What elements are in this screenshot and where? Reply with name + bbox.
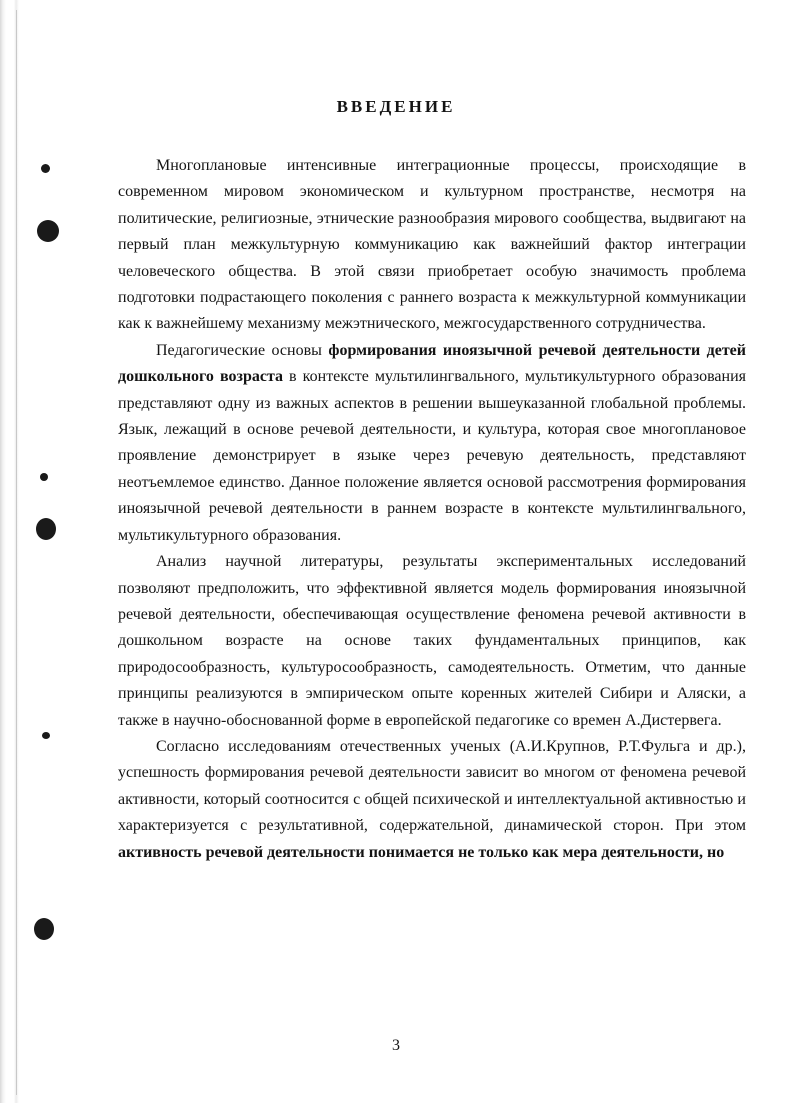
scan-edge-line xyxy=(16,10,17,1095)
page-number: 3 xyxy=(392,1037,400,1054)
document-body xyxy=(118,153,746,866)
binding-hole-mark xyxy=(42,732,50,739)
paragraph xyxy=(118,338,746,549)
binding-hole-mark xyxy=(40,473,48,481)
text-run: Педагогические основы xyxy=(156,341,329,359)
binding-hole xyxy=(37,220,59,242)
binding-hole-mark xyxy=(41,164,50,173)
paragraph xyxy=(118,734,746,866)
binding-hole xyxy=(34,918,54,940)
binding-hole xyxy=(36,518,56,540)
text-run: Многоплановые интенсивные интеграционные процессы, происходящие в современном мировом экономическом и культурном пространстве, несмотря на политические, религиозные, этнические разнообразия мирового сообщества, выдвигают на первый план межкультурную коммуникацию как важнейший фактор интеграции человеческого общества. В этой связи приобретает особую значимость проблема подготовки подрастающего поколения с раннего возраста к межкультурной коммуникации как к важнейшему механизму межэтнического, межгосударственного сотрудничества. xyxy=(118,157,746,333)
bold-text-run: активность речевой деятельности понимается не только как мера деятельности, но xyxy=(118,843,725,861)
text-run: Анализ научной литературы, результаты экспериментальных исследований позволяют предположить, что эффективной является модель формирования иноязычной речевой деятельности, обеспечивающая осуществление феномена речевой активности в дошкольном возрасте на основе таких фундаментальных принципов, как природосообразность, культуросообразность, самодеятельность. Отметим, что данные принципы реализуются в эмпирическом опыте коренных жителей Сибири и Аляски, а также в научно-обоснованной форме в европейской педагогике со времен А.Дистервега. xyxy=(118,553,746,729)
scan-edge-artifact xyxy=(0,0,34,1103)
bold-text-run: формирования иноязычной речевой деятельности детей дошкольного возраста xyxy=(118,341,746,386)
paragraph xyxy=(118,549,746,734)
page-title: ВВЕДЕНИЕ xyxy=(336,97,456,116)
text-run: Согласно исследованиям отечественных ученых (А.И.Крупнов, Р.Т.Фульга и др.), успешность формирования речевой деятельности зависит во многом от феномена речевой активности, который соотносится с общей психической и интеллектуальной активностью и характеризуется с результативной, содержательной, динамической сторон. При этом xyxy=(118,737,746,835)
text-run: в контексте мультилингвального, мультикультурного образования представляют одну из важных аспектов в решении вышеуказанной глобальной проблемы. Язык, лежащий в основе речевой деятельности, и культура, которая свое многоплановое проявление демонстрирует в языке через речевую деятельность, представляют неотъемлемое единство. Данное положение является основой рассмотрения формирования иноязычной речевой деятельности в раннем возрасте в контексте мультилингвального, мультикультурного образования. xyxy=(118,368,746,544)
paragraph xyxy=(118,153,746,338)
